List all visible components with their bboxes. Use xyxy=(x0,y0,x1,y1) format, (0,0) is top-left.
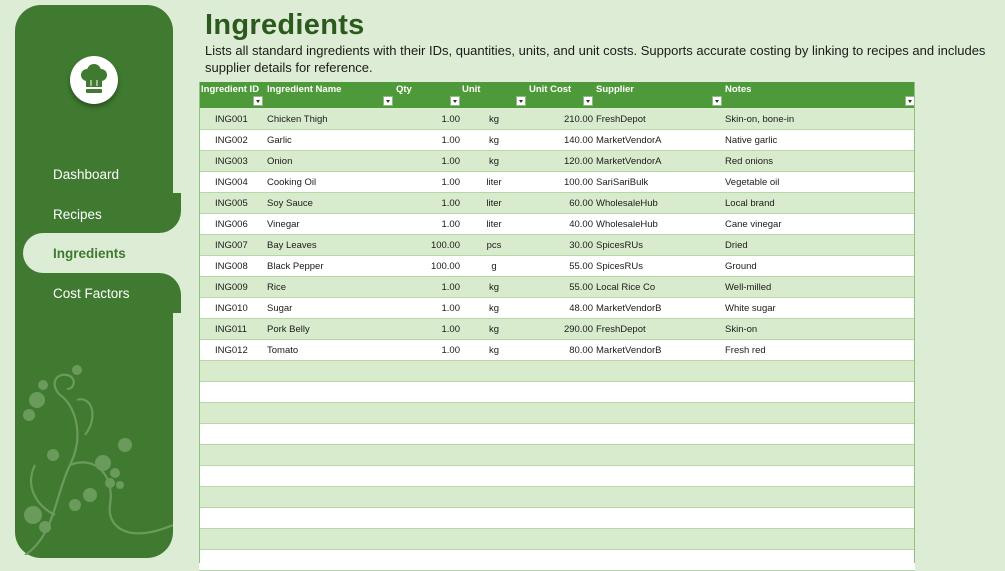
cell-qty[interactable]: 1.00 xyxy=(441,324,460,335)
filter-dropdown-icon[interactable] xyxy=(516,96,526,106)
cell-ingredient-id[interactable]: ING008 xyxy=(215,261,248,272)
filter-dropdown-icon[interactable] xyxy=(905,96,915,106)
cell-ingredient-id[interactable]: ING010 xyxy=(215,303,248,314)
sidebar xyxy=(15,5,173,558)
filter-dropdown-icon[interactable] xyxy=(712,96,722,106)
cell-unit-cost[interactable]: 80.00 xyxy=(569,345,593,356)
cell-unit-cost[interactable]: 120.00 xyxy=(563,156,593,167)
nav-cost-factors[interactable] xyxy=(53,286,130,301)
cell-qty[interactable]: 100.00 xyxy=(430,261,460,272)
empty-table-row[interactable] xyxy=(199,445,915,466)
cell-ingredient-name[interactable]: Garlic xyxy=(267,135,292,146)
table-row[interactable] xyxy=(199,172,915,193)
cell-ingredient-id[interactable]: ING004 xyxy=(215,177,248,188)
page-description: Lists all standard ingredients with their IDs, quantities, units, and unit costs. Supports accurate costing by linking to recipes and includes supplier details for reference. xyxy=(205,43,986,75)
cell-ingredient-id[interactable]: ING002 xyxy=(215,135,248,146)
cell-unit[interactable]: liter xyxy=(486,198,502,209)
cell-ingredient-id[interactable]: ING009 xyxy=(215,282,248,293)
vine-decoration-icon xyxy=(15,355,173,555)
cell-notes[interactable]: Cane vinegar xyxy=(725,219,782,230)
cell-qty[interactable]: 1.00 xyxy=(441,156,460,167)
empty-table-row[interactable] xyxy=(199,550,915,571)
table-row[interactable] xyxy=(199,193,915,214)
cell-supplier[interactable]: SariSariBulk xyxy=(596,177,649,188)
cell-unit[interactable]: kg xyxy=(488,114,500,125)
cell-ingredient-name[interactable]: Tomato xyxy=(267,345,299,356)
nav-cost-factors-label: Cost Factors xyxy=(53,286,130,301)
cell-ingredient-name[interactable]: Sugar xyxy=(267,303,293,314)
cell-unit-cost[interactable]: 48.00 xyxy=(569,303,593,314)
table-row[interactable] xyxy=(199,277,915,298)
cell-notes[interactable]: Local brand xyxy=(725,198,775,209)
table-row[interactable] xyxy=(199,130,915,151)
empty-table-row[interactable] xyxy=(199,508,915,529)
cell-supplier[interactable]: SpicesRUs xyxy=(596,240,643,251)
cell-notes[interactable]: Ground xyxy=(725,261,757,272)
table-row[interactable] xyxy=(199,319,915,340)
cell-qty[interactable]: 100.00 xyxy=(430,240,460,251)
page-title: Ingredients xyxy=(205,9,365,41)
cell-ingredient-id[interactable]: ING011 xyxy=(215,324,248,335)
cell-notes[interactable]: Native garlic xyxy=(725,135,778,146)
cell-notes[interactable]: Fresh red xyxy=(725,345,766,356)
header-ingredient-name: Ingredient Name xyxy=(267,84,342,95)
cell-ingredient-name[interactable]: Cooking Oil xyxy=(267,177,317,188)
cell-qty[interactable]: 1.00 xyxy=(441,177,460,188)
nav-dashboard[interactable] xyxy=(53,167,119,182)
cell-supplier[interactable]: FreshDepot xyxy=(596,324,646,335)
cell-supplier[interactable]: MarketVendorA xyxy=(596,156,662,167)
cell-qty[interactable]: 1.00 xyxy=(441,282,460,293)
cell-ingredient-name[interactable]: Bay Leaves xyxy=(267,240,317,251)
cell-qty[interactable]: 1.00 xyxy=(441,135,460,146)
cell-notes[interactable]: White sugar xyxy=(725,303,776,314)
cell-supplier[interactable]: WholesaleHub xyxy=(596,198,658,209)
empty-table-row[interactable] xyxy=(199,361,915,382)
empty-table-row[interactable] xyxy=(199,466,915,487)
cell-unit-cost[interactable]: 290.00 xyxy=(563,324,593,335)
cell-unit[interactable]: kg xyxy=(488,324,500,335)
cell-ingredient-id[interactable]: ING006 xyxy=(215,219,248,230)
cell-ingredient-id[interactable]: ING001 xyxy=(215,114,248,125)
nav-dashboard-label: Dashboard xyxy=(53,167,120,182)
table-row[interactable] xyxy=(199,298,915,319)
cell-qty[interactable]: 1.00 xyxy=(441,345,460,356)
cell-unit[interactable]: liter xyxy=(486,219,502,230)
empty-table-row[interactable] xyxy=(199,382,915,403)
cell-ingredient-id[interactable]: ING007 xyxy=(215,240,248,251)
cell-supplier[interactable]: Local Rice Co xyxy=(596,282,656,293)
cell-supplier[interactable]: MarketVendorB xyxy=(596,303,662,314)
cell-ingredient-name[interactable]: Soy Sauce xyxy=(267,198,313,209)
empty-table-row[interactable] xyxy=(199,403,915,424)
table-row[interactable] xyxy=(199,340,915,361)
header-supplier: Supplier xyxy=(596,84,635,95)
cell-qty[interactable]: 1.00 xyxy=(441,303,460,314)
cell-ingredient-name[interactable]: Chicken Thigh xyxy=(267,114,328,125)
cell-unit[interactable]: kg xyxy=(488,282,500,293)
cell-notes[interactable]: Skin-on, bone-in xyxy=(725,114,795,125)
cell-unit-cost[interactable]: 60.00 xyxy=(569,198,593,209)
table-header-row xyxy=(199,82,915,108)
cell-notes[interactable]: Vegetable oil xyxy=(725,177,780,188)
header-unit-cost: Unit Cost xyxy=(529,84,572,95)
filter-dropdown-icon[interactable] xyxy=(450,96,460,106)
cell-qty[interactable]: 1.00 xyxy=(441,219,460,230)
cell-ingredient-name[interactable]: Vinegar xyxy=(267,219,300,230)
cell-notes[interactable]: Red onions xyxy=(725,156,774,167)
cell-supplier[interactable]: WholesaleHub xyxy=(596,219,658,230)
cell-qty[interactable]: 1.00 xyxy=(441,198,460,209)
ingredients-table xyxy=(199,82,915,563)
header-qty: Qty xyxy=(396,84,412,95)
cell-notes[interactable]: Well-milled xyxy=(725,282,772,293)
cell-notes[interactable]: Skin-on xyxy=(725,324,758,335)
empty-table-row[interactable] xyxy=(199,529,915,550)
table-row[interactable] xyxy=(199,214,915,235)
table-row[interactable] xyxy=(199,151,915,172)
cell-unit-cost[interactable]: 30.00 xyxy=(569,240,593,251)
header-notes: Notes xyxy=(725,84,752,95)
cell-unit[interactable]: kg xyxy=(488,303,500,314)
cell-ingredient-id[interactable]: ING005 xyxy=(215,198,248,209)
cell-ingredient-id[interactable]: ING003 xyxy=(215,156,248,167)
chef-hat-icon[interactable] xyxy=(70,56,118,104)
cell-unit-cost[interactable]: 140.00 xyxy=(563,135,593,146)
cell-ingredient-name[interactable]: Black Pepper xyxy=(267,261,324,272)
cell-unit-cost[interactable]: 55.00 xyxy=(569,261,593,272)
cell-unit-cost[interactable]: 55.00 xyxy=(569,282,593,293)
nav-ingredients[interactable] xyxy=(53,246,126,261)
cell-supplier[interactable]: MarketVendorB xyxy=(596,345,662,356)
cell-unit[interactable]: pcs xyxy=(486,240,502,251)
nav-ingredients-label: Ingredients xyxy=(53,246,126,261)
cell-unit-cost[interactable]: 40.00 xyxy=(569,219,593,230)
table-row[interactable] xyxy=(199,109,915,130)
cell-ingredient-name[interactable]: Onion xyxy=(267,156,293,167)
table-row[interactable] xyxy=(199,235,915,256)
cell-unit[interactable]: g xyxy=(491,261,497,272)
cell-notes[interactable]: Dried xyxy=(725,240,748,251)
nav-recipes[interactable] xyxy=(53,207,102,222)
header-ingredient-id: Ingredient ID xyxy=(201,84,260,95)
filter-dropdown-icon[interactable] xyxy=(253,96,263,106)
nav-recipes-label: Recipes xyxy=(53,207,102,222)
filter-dropdown-icon[interactable] xyxy=(383,96,393,106)
cell-supplier[interactable]: FreshDepot xyxy=(596,114,646,125)
empty-table-row[interactable] xyxy=(199,487,915,508)
cell-unit[interactable]: kg xyxy=(488,156,500,167)
cell-ingredient-name[interactable]: Rice xyxy=(267,282,287,293)
cell-unit[interactable]: liter xyxy=(486,177,502,188)
header-unit: Unit xyxy=(462,84,481,95)
cell-ingredient-id[interactable]: ING012 xyxy=(215,345,248,356)
table-row[interactable] xyxy=(199,256,915,277)
cell-unit[interactable]: kg xyxy=(488,135,500,146)
empty-table-row[interactable] xyxy=(199,424,915,445)
cell-supplier[interactable]: MarketVendorA xyxy=(596,135,662,146)
cell-unit[interactable]: kg xyxy=(488,345,500,356)
filter-dropdown-icon[interactable] xyxy=(583,96,593,106)
cell-unit-cost[interactable]: 210.00 xyxy=(563,114,593,125)
cell-qty[interactable]: 1.00 xyxy=(441,114,460,125)
cell-supplier[interactable]: SpicesRUs xyxy=(596,261,643,272)
cell-unit-cost[interactable]: 100.00 xyxy=(563,177,593,188)
cell-ingredient-name[interactable]: Pork Belly xyxy=(267,324,310,335)
